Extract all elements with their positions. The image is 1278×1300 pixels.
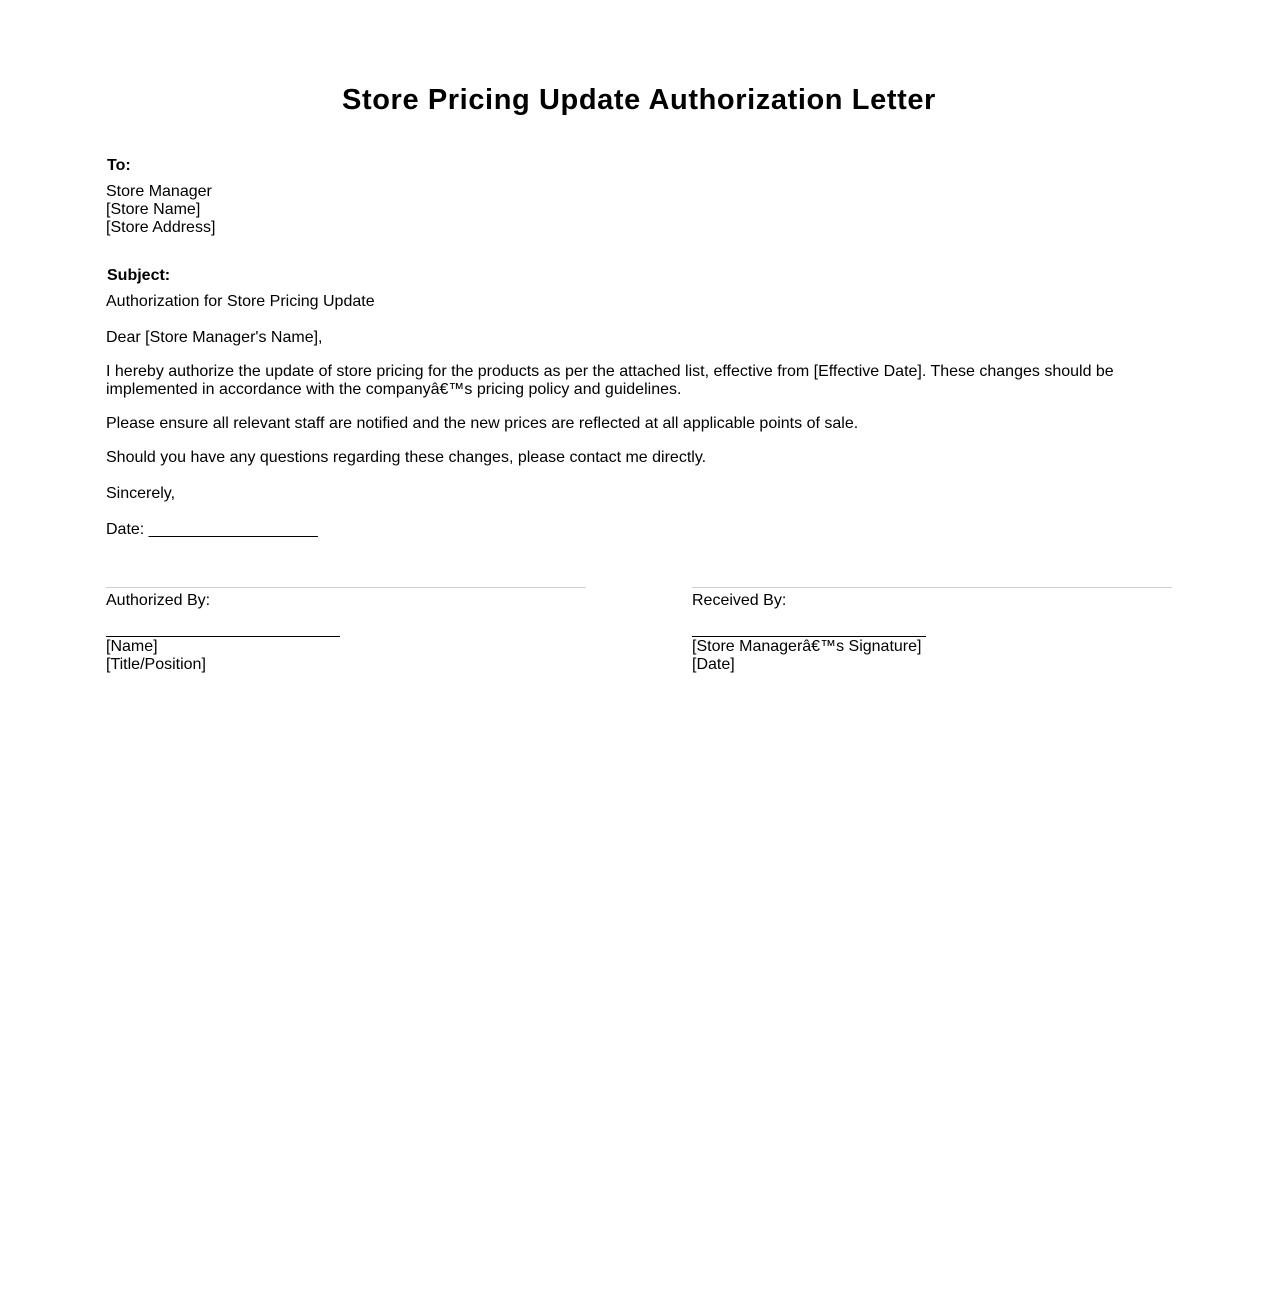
body-paragraph: Please ensure all relevant staff are notified and the new prices are reflected at all applicable points of sale.	[106, 415, 859, 432]
body-paragraph: I hereby authorize the update of store pricing for the products as per the attached list, effective from [Effective Date]. These changes should be implemented in accordance with the companyâ€™s pricing policy and guidelines.	[106, 363, 1114, 398]
signer-name: [Name]	[106, 638, 158, 655]
subject-text: Authorization for Store Pricing Update	[106, 293, 375, 310]
to-label: To:	[107, 157, 131, 174]
recipient-address	[106, 183, 215, 237]
subject-label: Subject:	[107, 267, 171, 284]
salutation: Dear [Store Manager's Name],	[106, 329, 323, 346]
divider	[692, 587, 1172, 588]
divider	[106, 587, 586, 588]
signature-line	[106, 636, 340, 637]
authorized-signature-block	[106, 587, 586, 674]
receiver-signature: [Store Managerâ€™s Signature]	[692, 638, 922, 655]
signer-title: [Title/Position]	[106, 656, 206, 673]
recipient-line: [Store Name]	[106, 201, 201, 218]
body-paragraph: Should you have any questions regarding these changes, please contact me directly.	[106, 449, 707, 466]
date-line: Date: ___________________	[106, 521, 318, 538]
signature-line	[692, 636, 926, 637]
closing: Sincerely,	[106, 485, 176, 502]
received-by-heading: Received By:	[692, 592, 787, 609]
recipient-line: Store Manager	[106, 183, 212, 200]
receiver-date: [Date]	[692, 656, 735, 673]
received-signature-block	[692, 587, 1172, 674]
page-title: Store Pricing Update Authorization Letter	[342, 84, 936, 116]
authorized-by-heading: Authorized By:	[106, 592, 211, 609]
recipient-line: [Store Address]	[106, 219, 216, 236]
